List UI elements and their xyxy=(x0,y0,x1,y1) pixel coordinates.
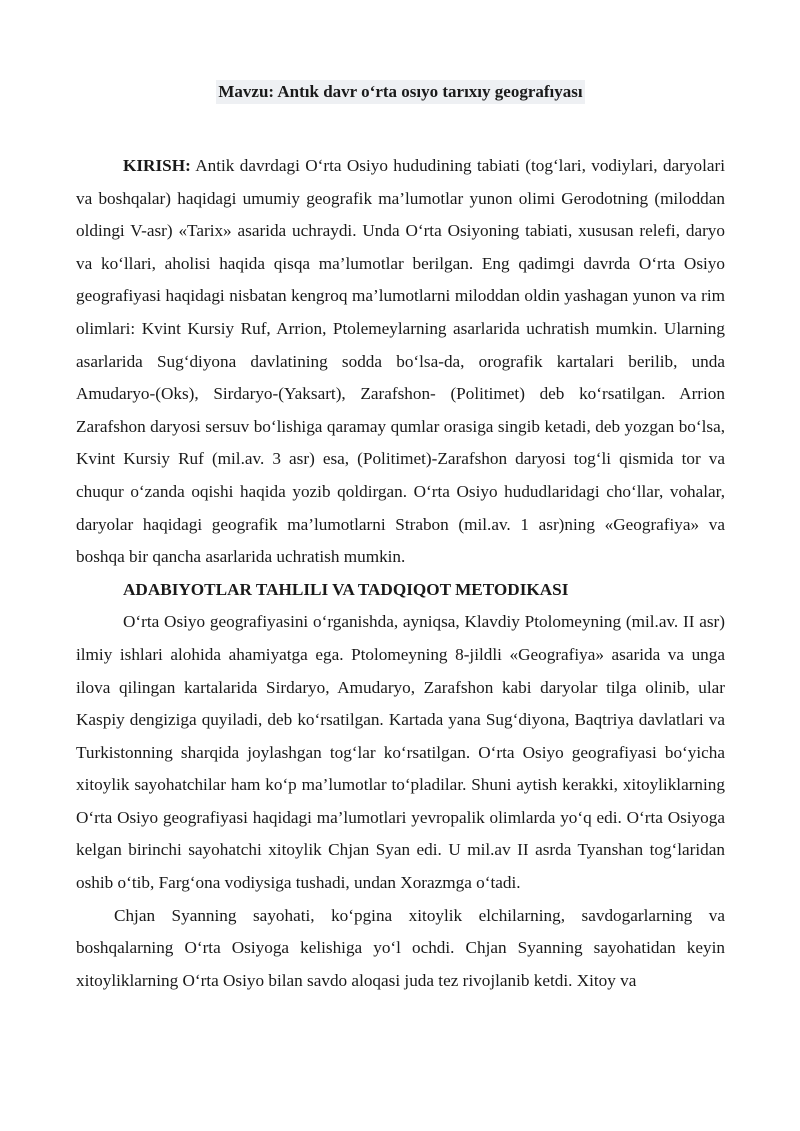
paragraph-3: Chjan Syanning sayohati, ko‘pgina xitoylik elchilarning, savdogarlarning va boshqalarning O‘rta Osiyoga kelishiga yo‘l ochdi. Chjan Syanning sayohatidan keyin xitoyliklarning O‘rta Osiyo bilan savdo aloqasi juda tez rivojlanib ketdi. Xitoy va xyxy=(76,905,725,990)
intro-label: KIRISH: xyxy=(123,156,191,175)
intro-paragraph xyxy=(76,150,725,574)
paragraph-2: O‘rta Osiyo geografiyasini o‘rganishda, ayniqsa, Klavdiy Ptolomeyning (mil.av. II asr) ilmiy ishlari alohida ahamiyatga ega. Ptolomeyning 8-jildli «Geografiya» asarida va unga ilova qilingan kartalarida Sirdaryo, Amudaryo, Zarafshon kabi daryolar tilga olinib, ular Kaspiy dengiziga quyiladi, deb ko‘rsatilgan. Kartada yana Sug‘diyona, Baqtriya davlatlari va Turkistonning sharqida joylashgan tog‘lar ko‘rsatilgan. O‘rta Osiyo geografiyasi bo‘yicha xitoylik sayohatchilar ham ko‘p ma’lumotlar to‘pladilar. Shuni aytish kerakki, xitoyliklarning O‘rta Osiyo geografiyasi haqidagi ma’lumotlari yevropalik olimlarda yo‘q edi. O‘rta Osiyoga kelgan birinchi sayohatchi xitoylik Chjan Syan edi. U mil.av II asrda Tyanshan tog‘laridan oshib o‘tib, Farg‘ona vodiysiga tushadi, undan Xorazmga o‘tadi. xyxy=(76,612,725,893)
document-body xyxy=(76,150,725,997)
title-container xyxy=(76,80,725,104)
section-heading: ADABIYOTLAR TAHLILI VA TADQIQOT METODIKASI xyxy=(123,579,569,599)
intro-text: Antik davrdagi O‘rta Osiyo hududining tabiati (tog‘lari, vodiylari, daryolari va boshqalar) haqidagi umumiy geografik ma’lumotlar yunon olimi Gerodotning (miloddan oldingi V-asr) «Tarix» asarida uchraydi. Unda O‘rta Osiyoning tabiati, xususan relefi, daryo va ko‘llari, aholisi haqida qisqa ma’lumotlar berilgan. Eng qadimgi davrda O‘rta Osiyo geografiyasi haqidagi nisbatan kengroq ma’lumotlarni miloddan oldin yashagan yunon va rim olimlari: Kvint Kursiy Ruf, Arrion, Ptolemeylarning asarlarida uchratish mumkin. Ularning asarlarida Sug‘diyona davlatining sodda bo‘lsa-da, orografik kartalari berilib, unda Amudaryo-(Oks), Sirdaryo-(Yaksart), Zarafshon- (Politimet) deb ko‘rsatilgan. Arrion Zarafshon daryosi sersuv bo‘lishiga qaramay qumlar orasiga singib ketadi, deb yozgan bo‘lsa, Kvint Kursiy Ruf (mil.av. 3 asr) esa, (Politimet)-Zarafshon daryosi tog‘li qismida tor va chuqur o‘zanda oqishi haqida yozib qoldirgan. O‘rta Osiyo hududlaridagi cho‘llar, vohalar, daryolar haqidagi geografik ma’lumotlarni Strabon (mil.av. 1 asr)ning «Geografiya» va boshqa bir qancha asarlarida uchratish mumkin. xyxy=(76,156,725,567)
document-title: Mavzu: Antık davr o‘rta osıyo tarıxıy geografıyası xyxy=(216,80,584,104)
